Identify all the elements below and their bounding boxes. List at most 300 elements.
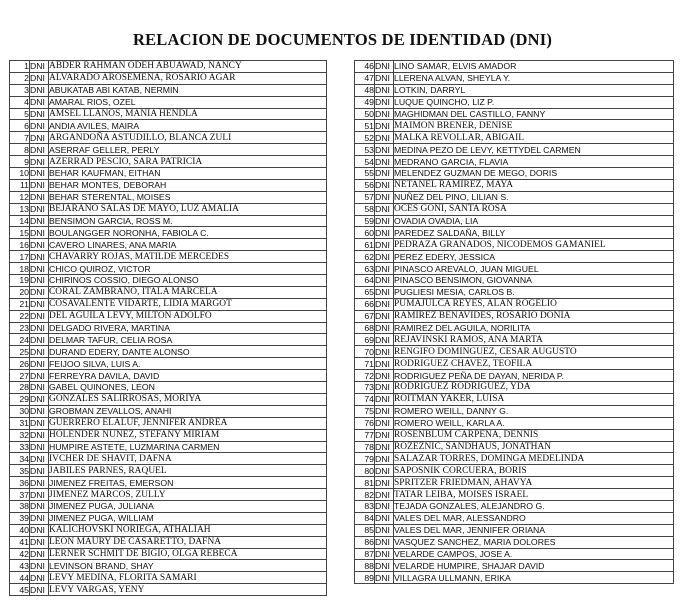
row-number: 12 xyxy=(10,191,30,203)
table-row xyxy=(10,536,327,548)
row-number: 62 xyxy=(355,251,375,263)
row-number: 42 xyxy=(10,548,30,560)
table-row xyxy=(355,393,674,405)
person-name: DELGADO RIVERA, MARTINA xyxy=(49,322,327,334)
document-type: DNI xyxy=(30,405,49,417)
document-type: DNI xyxy=(375,215,394,227)
document-type: DNI xyxy=(30,227,49,239)
person-name: ROMERO WEILL, DANNY G. xyxy=(394,405,674,417)
document-type: DNI xyxy=(30,108,49,120)
table-row xyxy=(355,572,674,584)
row-number: 19 xyxy=(10,275,30,287)
document-type: DNI xyxy=(30,429,49,441)
row-number: 38 xyxy=(10,500,30,512)
document-type: DNI xyxy=(375,512,394,524)
person-name: CORAL ZAMBRANO, ITALA MARCELA xyxy=(49,286,327,298)
table-row xyxy=(355,465,674,477)
row-number: 56 xyxy=(355,179,375,191)
table-row xyxy=(10,227,327,239)
row-number: 47 xyxy=(355,72,375,84)
person-name: TEJADA GONZALES, ALEJANDRO G. xyxy=(394,500,674,512)
table-row xyxy=(355,477,674,489)
table-row xyxy=(355,500,674,512)
table-row xyxy=(10,298,327,310)
person-name: LEON MAURY DE CASARETTO, DAFNA xyxy=(49,536,327,548)
row-number: 6 xyxy=(10,120,30,132)
row-number: 10 xyxy=(10,168,30,180)
table-row xyxy=(355,286,674,298)
row-number: 89 xyxy=(355,572,375,584)
row-number: 39 xyxy=(10,512,30,524)
person-name: ROITMAN YAKER, LUISA xyxy=(394,393,674,405)
document-type: DNI xyxy=(375,572,394,584)
table-row xyxy=(355,370,674,382)
document-type: DNI xyxy=(375,429,394,441)
table-row xyxy=(355,275,674,287)
document-type: DNI xyxy=(375,524,394,536)
document-type: DNI xyxy=(375,382,394,394)
document-type: DNI xyxy=(375,72,394,84)
document-type: DNI xyxy=(30,132,49,144)
document-type: DNI xyxy=(30,298,49,310)
person-name: ROSENBLUM CARPENA, DENNIS xyxy=(394,429,674,441)
document-type: DNI xyxy=(30,500,49,512)
table-row xyxy=(355,429,674,441)
table-row xyxy=(355,227,674,239)
table-row xyxy=(10,417,327,429)
row-number: 51 xyxy=(355,120,375,132)
table-row xyxy=(355,120,674,132)
person-name: OVADIA OVADIA, LIA xyxy=(394,215,674,227)
row-number: 81 xyxy=(355,477,375,489)
person-name: FEIJOO SILVA, LUIS A. xyxy=(49,358,327,370)
row-number: 9 xyxy=(10,156,30,168)
document-type: DNI xyxy=(30,144,49,156)
row-number: 53 xyxy=(355,144,375,156)
row-number: 68 xyxy=(355,322,375,334)
row-number: 76 xyxy=(355,417,375,429)
document-type: DNI xyxy=(30,96,49,108)
row-number: 72 xyxy=(355,370,375,382)
person-name: BENSIMON GARCIA, ROSS M. xyxy=(49,215,327,227)
row-number: 48 xyxy=(355,84,375,96)
person-name: FERREYRA DAVILA, DAVID xyxy=(49,370,327,382)
document-type: DNI xyxy=(375,239,394,251)
person-name: VALES DEL MAR, ALESSANDRO xyxy=(394,512,674,524)
row-number: 44 xyxy=(10,572,30,584)
table-row xyxy=(10,370,327,382)
document-type: DNI xyxy=(375,263,394,275)
document-type: DNI xyxy=(375,489,394,501)
table-row xyxy=(10,477,327,489)
row-number: 78 xyxy=(355,441,375,453)
person-name: DURAND EDERY, DANTE ALONSO xyxy=(49,346,327,358)
person-name: RODRIGUEZ PEÑA DE DAYAN, NERIDA P. xyxy=(394,370,674,382)
table-row xyxy=(355,536,674,548)
document-type: DNI xyxy=(30,382,49,394)
table-row xyxy=(10,275,327,287)
table-row xyxy=(10,465,327,477)
row-number: 45 xyxy=(10,584,30,596)
row-number: 27 xyxy=(10,370,30,382)
document-type: DNI xyxy=(30,465,49,477)
table-row xyxy=(355,560,674,572)
document-type: DNI xyxy=(30,334,49,346)
person-name: MAIMON BRENER, DENISE xyxy=(394,120,674,132)
person-name: HOLENDER NUÑEZ, STEFANY MIRIAM xyxy=(49,429,327,441)
row-number: 50 xyxy=(355,108,375,120)
document-type: DNI xyxy=(30,572,49,584)
person-name: ASERRAF GELLER, PERLY xyxy=(49,144,327,156)
person-name: BOULANGGER NORONHA, FABIOLA C. xyxy=(49,227,327,239)
person-name: COSAVALENTE VIDARTE, LIDIA MARGOT xyxy=(49,298,327,310)
document-type: DNI xyxy=(30,263,49,275)
table-row xyxy=(10,191,327,203)
person-name: ARGANDOÑA ASTUDILLO, BLANCA ZULI xyxy=(49,132,327,144)
table-row xyxy=(10,310,327,322)
person-name: BEJARANO SALAS DE MAYO, LUZ AMALIA xyxy=(49,203,327,215)
row-number: 18 xyxy=(10,263,30,275)
row-number: 30 xyxy=(10,405,30,417)
document-type: DNI xyxy=(30,322,49,334)
row-number: 77 xyxy=(355,429,375,441)
left-list-table xyxy=(9,60,327,596)
document-type: DNI xyxy=(30,179,49,191)
row-number: 61 xyxy=(355,239,375,251)
row-number: 23 xyxy=(10,322,30,334)
document-type: DNI xyxy=(30,489,49,501)
document-type: DNI xyxy=(30,120,49,132)
table-row xyxy=(355,108,674,120)
right-list-table xyxy=(354,60,674,584)
row-number: 52 xyxy=(355,132,375,144)
row-number: 32 xyxy=(10,429,30,441)
table-row xyxy=(355,72,674,84)
person-name: LEVY VARGAS, YENY xyxy=(49,584,327,596)
document-type: DNI xyxy=(30,417,49,429)
table-row xyxy=(355,453,674,465)
row-number: 59 xyxy=(355,215,375,227)
document-type: DNI xyxy=(375,227,394,239)
document-type: DNI xyxy=(30,548,49,560)
person-name: ABUKATAB ABI KATAB, NERMIN xyxy=(49,84,327,96)
table-row xyxy=(10,405,327,417)
document-type: DNI xyxy=(375,275,394,287)
table-row xyxy=(10,429,327,441)
table-row xyxy=(10,358,327,370)
document-type: DNI xyxy=(30,191,49,203)
document-type: DNI xyxy=(30,251,49,263)
document-type: DNI xyxy=(375,61,394,73)
table-row xyxy=(10,120,327,132)
document-type: DNI xyxy=(375,84,394,96)
document-type: DNI xyxy=(30,453,49,465)
person-name: RAMIREZ DEL AGUILA, NORILITA xyxy=(394,322,674,334)
table-row xyxy=(355,417,674,429)
row-number: 60 xyxy=(355,227,375,239)
table-row xyxy=(10,489,327,501)
document-type: DNI xyxy=(375,441,394,453)
document-type: DNI xyxy=(375,96,394,108)
person-name: JABILES PARNES, RAQUEL xyxy=(49,465,327,477)
person-name: OCES GOÑI, SANTA ROSA xyxy=(394,203,674,215)
table-row xyxy=(10,203,327,215)
person-name: JIMENEZ PUGA, WILLIAM xyxy=(49,512,327,524)
table-row xyxy=(10,548,327,560)
document-type: DNI xyxy=(30,156,49,168)
person-name: CHICO QUIROZ, VICTOR xyxy=(49,263,327,275)
table-row xyxy=(10,239,327,251)
table-row xyxy=(355,512,674,524)
table-row xyxy=(355,382,674,394)
person-name: KALICHOVSKI NORIEGA, ATHALIAH xyxy=(49,524,327,536)
person-name: TATAR LEIBA, MOISES ISRAEL xyxy=(394,489,674,501)
row-number: 41 xyxy=(10,536,30,548)
person-name: REJAVINSKI RAMOS, ANA MARTA xyxy=(394,334,674,346)
row-number: 37 xyxy=(10,489,30,501)
person-name: HUMPIRE ASTETE, LUZMARINA CARMEN xyxy=(49,441,327,453)
document-type: DNI xyxy=(375,393,394,405)
row-number: 16 xyxy=(10,239,30,251)
table-row xyxy=(355,132,674,144)
table-row xyxy=(10,61,327,73)
table-row xyxy=(10,168,327,180)
document-type: DNI xyxy=(30,358,49,370)
row-number: 88 xyxy=(355,560,375,572)
document-type: DNI xyxy=(375,453,394,465)
table-row xyxy=(10,524,327,536)
document-type: DNI xyxy=(30,560,49,572)
person-name: RAMIREZ BENAVIDES, ROSARIO DONIA xyxy=(394,310,674,322)
table-row xyxy=(355,346,674,358)
table-row xyxy=(355,179,674,191)
document-type: DNI xyxy=(375,417,394,429)
row-number: 29 xyxy=(10,393,30,405)
document-type: DNI xyxy=(30,61,49,73)
document-type: DNI xyxy=(30,215,49,227)
person-name: DEL AGUILA LEVY, MILTON ADOLFO xyxy=(49,310,327,322)
table-row xyxy=(355,239,674,251)
document-type: DNI xyxy=(375,156,394,168)
person-name: ROZEZNIC, SANDHAUS, JONATHAN xyxy=(394,441,674,453)
person-name: VELARDE HUMPIRE, SHAJAR DAVID xyxy=(394,560,674,572)
person-name: MAGHIDMAN DEL CASTILLO, FANNY xyxy=(394,108,674,120)
row-number: 55 xyxy=(355,168,375,180)
table-row xyxy=(10,346,327,358)
row-number: 26 xyxy=(10,358,30,370)
person-name: DELMAR TAFUR, CELIA ROSA xyxy=(49,334,327,346)
person-name: VILLAGRA ULLMANN, ERIKA xyxy=(394,572,674,584)
person-name: NUÑEZ DEL PINO, LILIAN S. xyxy=(394,191,674,203)
document-type: DNI xyxy=(375,251,394,263)
person-name: GABEL QUINONES, LEON xyxy=(49,382,327,394)
table-row xyxy=(10,108,327,120)
document-type: DNI xyxy=(30,286,49,298)
table-row xyxy=(355,144,674,156)
row-number: 70 xyxy=(355,346,375,358)
row-number: 83 xyxy=(355,500,375,512)
table-row xyxy=(10,572,327,584)
person-name: BEHAR STERENTAL, MOISES xyxy=(49,191,327,203)
person-name: RODRIGUEZ RODRIGUEZ, YDA xyxy=(394,382,674,394)
row-number: 66 xyxy=(355,298,375,310)
row-number: 34 xyxy=(10,453,30,465)
document-type: DNI xyxy=(30,168,49,180)
row-number: 24 xyxy=(10,334,30,346)
person-name: ALVARADO AROSEMENA, ROSARIO AGAR xyxy=(49,72,327,84)
person-name: ANDIA AVILES, MAIRA xyxy=(49,120,327,132)
table-row xyxy=(10,560,327,572)
table-row xyxy=(355,96,674,108)
row-number: 46 xyxy=(355,61,375,73)
person-name: GONZALES SALIRROSAS, MORIYA xyxy=(49,393,327,405)
row-number: 4 xyxy=(10,96,30,108)
row-number: 64 xyxy=(355,275,375,287)
table-row xyxy=(10,286,327,298)
document-type: DNI xyxy=(375,286,394,298)
row-number: 79 xyxy=(355,453,375,465)
row-number: 2 xyxy=(10,72,30,84)
row-number: 33 xyxy=(10,441,30,453)
document-type: DNI xyxy=(375,108,394,120)
person-name: SALAZAR TORRES, DOMINGA MEDELINDA xyxy=(394,453,674,465)
person-name: SAPOSNIK CORCUERA, BORIS xyxy=(394,465,674,477)
table-row xyxy=(355,168,674,180)
person-name: PUMAJULCA REYES, ALAN ROGELIO xyxy=(394,298,674,310)
table-row xyxy=(355,298,674,310)
person-name: LOTKIN, DARRYL xyxy=(394,84,674,96)
document-type: DNI xyxy=(30,584,49,596)
table-row xyxy=(10,215,327,227)
person-name: LEVY MEDINA, FLORITA SAMARI xyxy=(49,572,327,584)
person-name: ROMERO WEILL, KARLA A. xyxy=(394,417,674,429)
person-name: PINASCO BENSIMON, GIOVANNA xyxy=(394,275,674,287)
person-name: LINO SAMAR, ELVIS AMADOR xyxy=(394,61,674,73)
person-name: NETANEL RAMIREZ, MAYA xyxy=(394,179,674,191)
person-name: AZERRAD PESCIO, SARA PATRICIA xyxy=(49,156,327,168)
document-type: DNI xyxy=(30,310,49,322)
table-row xyxy=(10,84,327,96)
document-type: DNI xyxy=(375,560,394,572)
row-number: 69 xyxy=(355,334,375,346)
row-number: 15 xyxy=(10,227,30,239)
table-row xyxy=(355,548,674,560)
document-type: DNI xyxy=(375,477,394,489)
table-row xyxy=(10,584,327,596)
table-row xyxy=(355,156,674,168)
document-type: DNI xyxy=(375,322,394,334)
row-number: 13 xyxy=(10,203,30,215)
person-name: MELENDEZ GUZMAN DE MEGO, DORIS xyxy=(394,168,674,180)
person-name: MALKA REVOLLAR, ABIGAIL xyxy=(394,132,674,144)
table-row xyxy=(10,453,327,465)
table-row xyxy=(355,524,674,536)
table-row xyxy=(355,489,674,501)
document-type: DNI xyxy=(30,203,49,215)
person-name: GROBMAN ZEVALLOS, ANAHI xyxy=(49,405,327,417)
person-name: GUERRERO ELALUF, JENNIFER ANDREA xyxy=(49,417,327,429)
person-name: BEHAR MONTES, DEBORAH xyxy=(49,179,327,191)
table-row xyxy=(10,382,327,394)
document-type: DNI xyxy=(30,512,49,524)
table-row xyxy=(355,322,674,334)
row-number: 5 xyxy=(10,108,30,120)
person-name: LERNER SCHMIT DE BIGIO, OLGA REBECA xyxy=(49,548,327,560)
table-row xyxy=(355,441,674,453)
table-row xyxy=(10,500,327,512)
row-number: 87 xyxy=(355,548,375,560)
row-number: 54 xyxy=(355,156,375,168)
row-number: 57 xyxy=(355,191,375,203)
row-number: 80 xyxy=(355,465,375,477)
table-row xyxy=(10,72,327,84)
person-name: VELARDE CAMPOS, JOSE A. xyxy=(394,548,674,560)
table-row xyxy=(10,132,327,144)
person-name: MEDRANO GARCIA, FLAVIA xyxy=(394,156,674,168)
document-type: DNI xyxy=(375,358,394,370)
person-name: JIMENEZ PUGA, JULIANA xyxy=(49,500,327,512)
row-number: 65 xyxy=(355,286,375,298)
table-row xyxy=(355,215,674,227)
row-number: 40 xyxy=(10,524,30,536)
document-type: DNI xyxy=(30,393,49,405)
document-type: DNI xyxy=(30,441,49,453)
row-number: 3 xyxy=(10,84,30,96)
person-name: ABDER RAHMAN ODEH ABUAWAD, NANCY xyxy=(49,61,327,73)
person-name: AMSEL LLANOS, MANIA HENDLA xyxy=(49,108,327,120)
row-number: 49 xyxy=(355,96,375,108)
person-name: CAVERO LINARES, ANA MARIA xyxy=(49,239,327,251)
table-row xyxy=(10,334,327,346)
row-number: 67 xyxy=(355,310,375,322)
person-name: PEREZ EDERY, JESSICA xyxy=(394,251,674,263)
table-row xyxy=(10,144,327,156)
document-type: DNI xyxy=(375,465,394,477)
document-type: DNI xyxy=(375,179,394,191)
person-name: BEHAR KAUFMAN, EITHAN xyxy=(49,168,327,180)
row-number: 31 xyxy=(10,417,30,429)
table-row xyxy=(355,203,674,215)
table-row xyxy=(355,310,674,322)
row-number: 71 xyxy=(355,358,375,370)
person-name: VASQUEZ SANCHEZ, MARIA DOLORES xyxy=(394,536,674,548)
table-row xyxy=(10,251,327,263)
table-row xyxy=(10,322,327,334)
person-name: LLERENA ALVAN, SHEYLA Y. xyxy=(394,72,674,84)
row-number: 20 xyxy=(10,286,30,298)
table-row xyxy=(355,263,674,275)
person-name: JIMENEZ MARCOS, ZULLY xyxy=(49,489,327,501)
person-name: SPRITZER FRIEDMAN, AHAVYA xyxy=(394,477,674,489)
table-row xyxy=(10,263,327,275)
row-number: 82 xyxy=(355,489,375,501)
document-type: DNI xyxy=(30,84,49,96)
row-number: 43 xyxy=(10,560,30,572)
table-row xyxy=(355,334,674,346)
row-number: 11 xyxy=(10,179,30,191)
person-name: RODRIGUEZ CHAVEZ, TEOFILA xyxy=(394,358,674,370)
row-number: 74 xyxy=(355,393,375,405)
row-number: 28 xyxy=(10,382,30,394)
row-number: 8 xyxy=(10,144,30,156)
row-number: 14 xyxy=(10,215,30,227)
person-name: CHIRINOS COSSIO, DIEGO ALONSO xyxy=(49,275,327,287)
table-row xyxy=(355,61,674,73)
row-number: 36 xyxy=(10,477,30,489)
row-number: 21 xyxy=(10,298,30,310)
table-row xyxy=(10,441,327,453)
table-row xyxy=(10,512,327,524)
